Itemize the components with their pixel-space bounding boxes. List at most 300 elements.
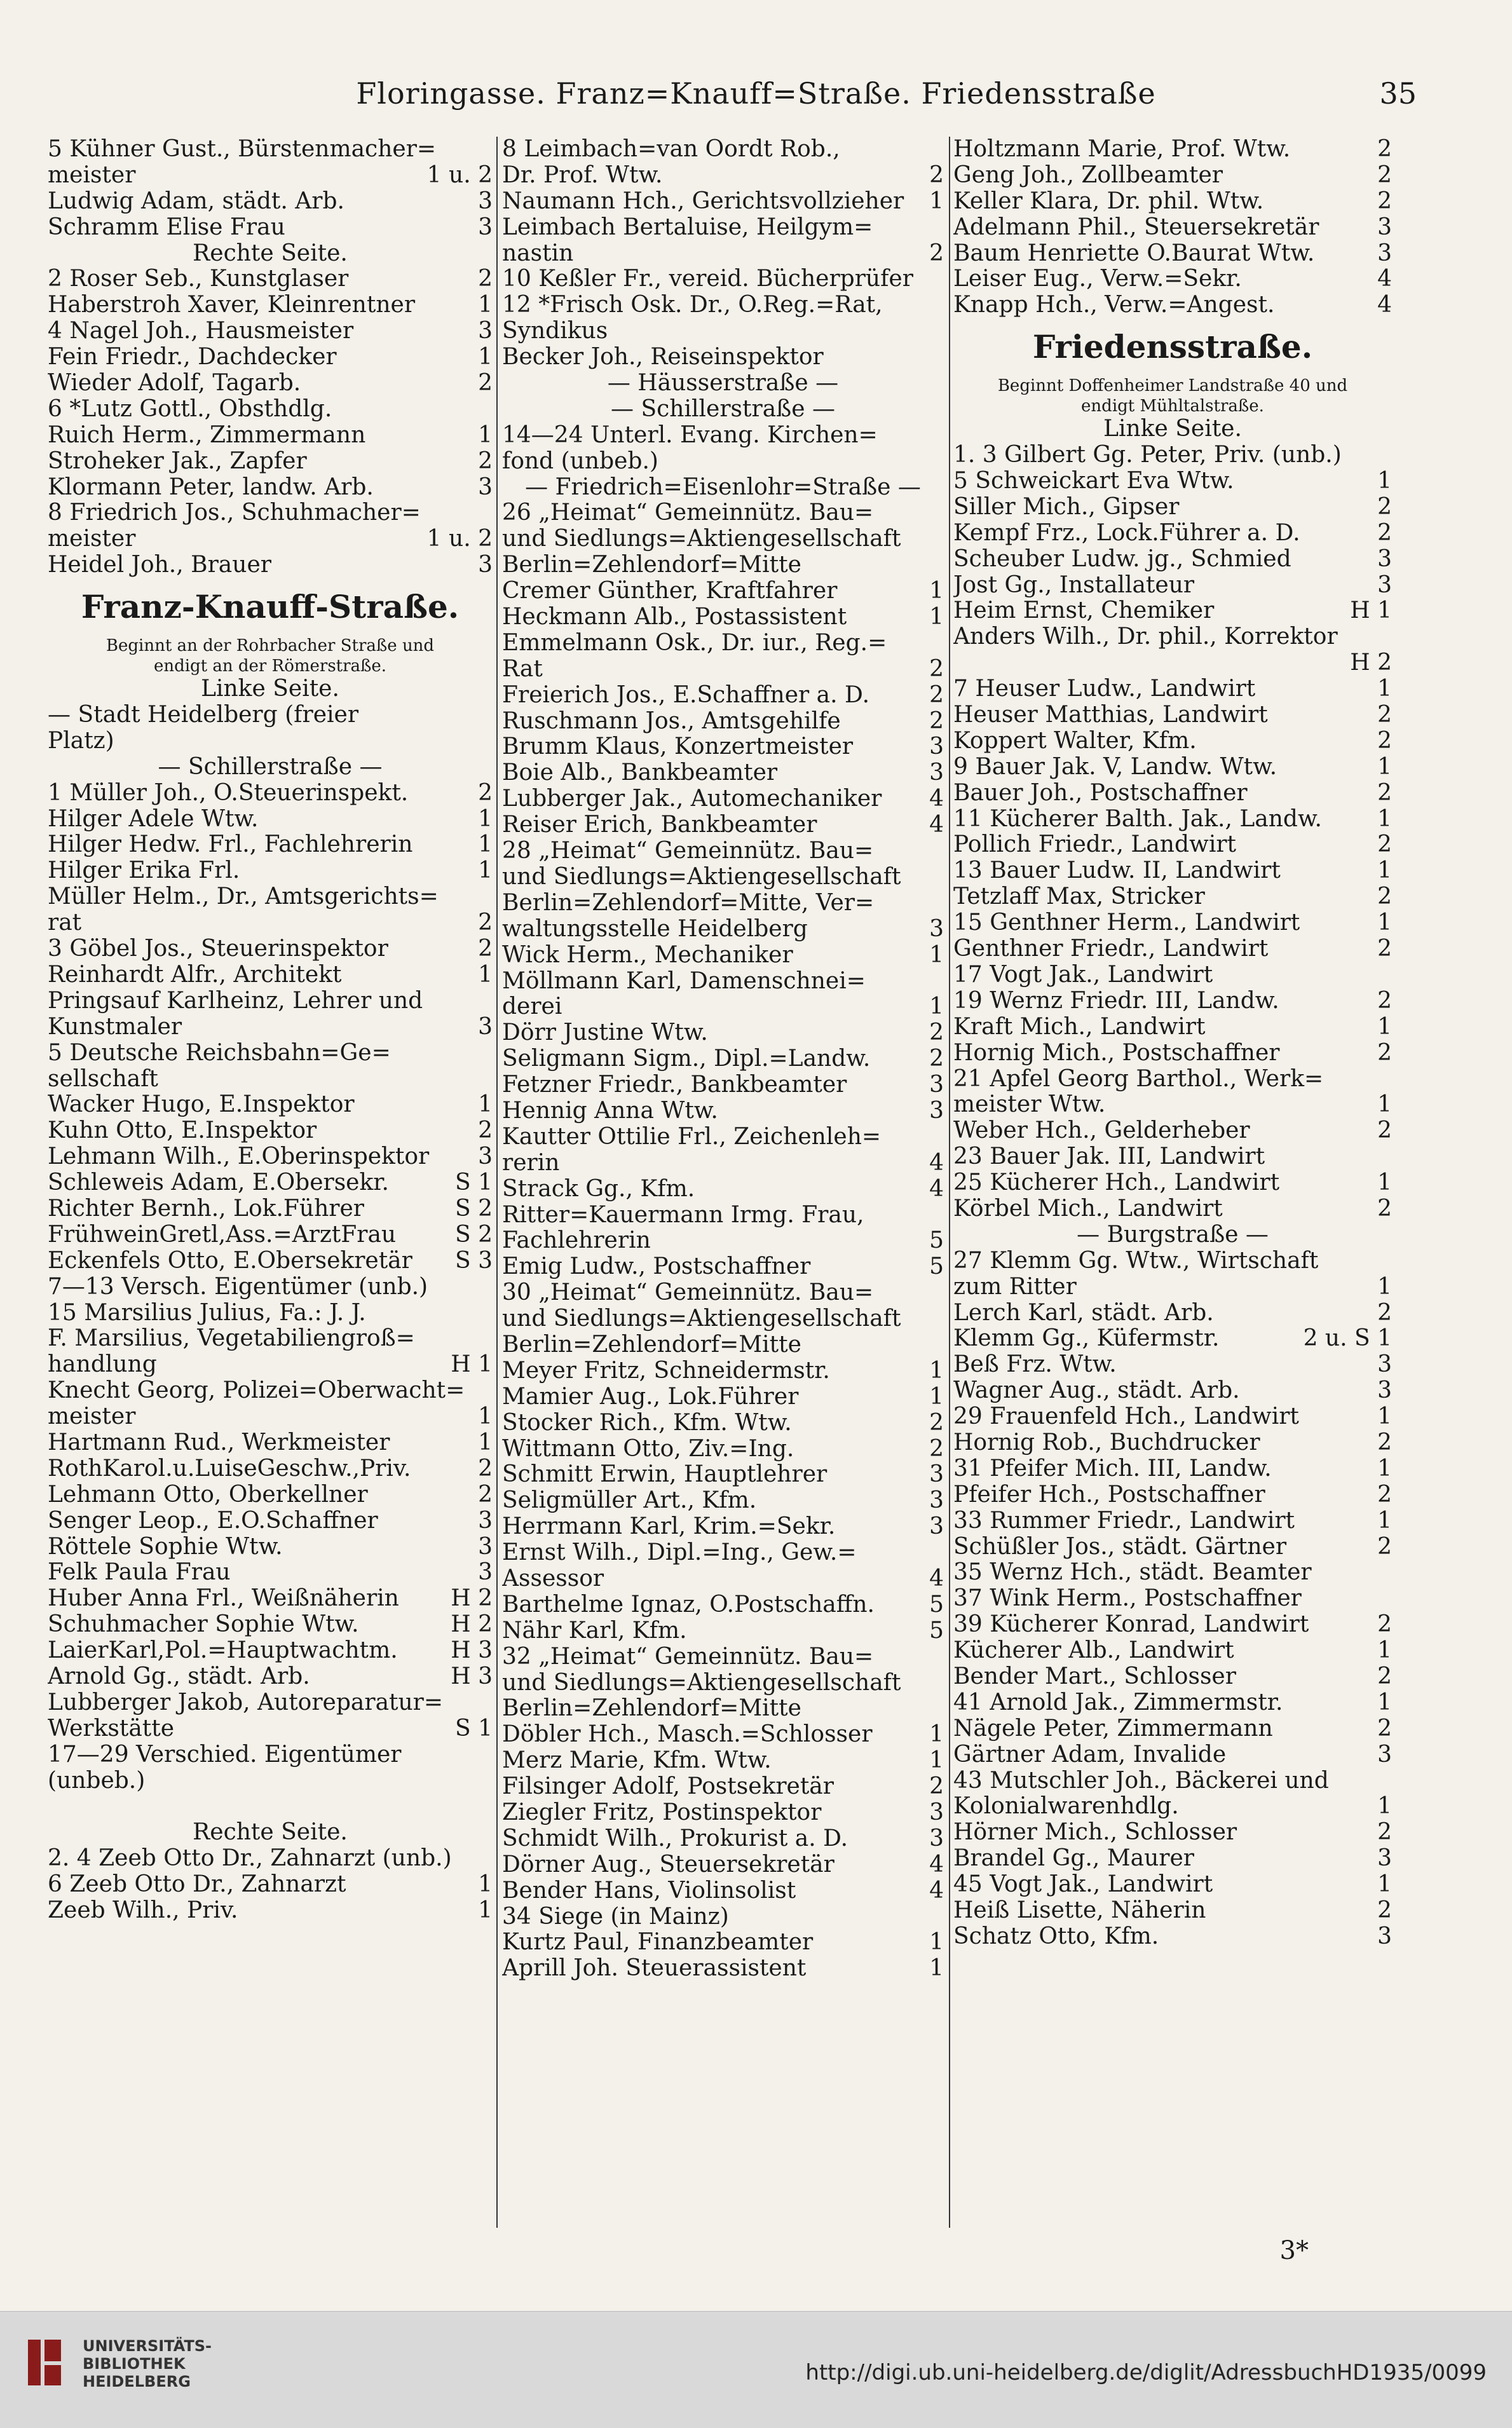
directory-entry	[953, 521, 1392, 547]
directory-entry	[953, 1378, 1392, 1404]
directory-entry	[502, 1098, 944, 1124]
entry-text: Wittmann Otto, Ziv.=Ing.	[502, 1436, 794, 1462]
directory-entry	[502, 1904, 944, 1930]
floor-number: H 2	[1350, 650, 1392, 676]
directory-entry	[502, 1956, 944, 1982]
directory-entry	[48, 1222, 493, 1248]
directory-entry	[48, 292, 493, 318]
entry-text: Boie Alb., Bankbeamter	[502, 760, 778, 786]
entry-text: Fachlehrerin	[502, 1228, 651, 1254]
floor-number	[939, 215, 944, 241]
entry-text: Beß Frz. Wtw.	[953, 1352, 1117, 1378]
floor-number: 2	[929, 1436, 944, 1462]
entry-text: sellschaft	[48, 1066, 158, 1092]
directory-entry	[502, 137, 944, 163]
entry-text: Lubberger Jak., Automechaniker	[502, 786, 882, 812]
directory-entry	[502, 1488, 944, 1514]
directory-entry	[48, 475, 493, 501]
entry-text: — Schillerstraße —	[158, 754, 383, 780]
directory-entry	[48, 1482, 493, 1508]
directory-entry	[502, 1878, 944, 1904]
directory-entry	[48, 1560, 493, 1586]
floor-number: 2	[1377, 988, 1392, 1014]
directory-entry	[953, 832, 1392, 858]
floor-number: H 2	[451, 1586, 493, 1612]
entry-text: meister	[48, 162, 136, 188]
entry-text: Rechte Seite.	[193, 240, 348, 266]
directory-entry	[48, 1612, 493, 1638]
floor-number	[1387, 1586, 1392, 1612]
directory-entry	[48, 858, 493, 884]
floor-number: 3	[929, 1514, 944, 1540]
floor-number: 2	[1377, 832, 1392, 858]
entry-text: und Siedlungs=Aktiengesellschaft	[502, 864, 901, 890]
directory-entry	[502, 1176, 944, 1203]
entry-text: Lerch Karl, städt. Arb.	[953, 1300, 1214, 1326]
entry-text: Schuhmacher Sophie Wtw.	[48, 1612, 359, 1638]
entry-text: Eckenfels Otto, E.Obersekretär	[48, 1248, 412, 1274]
entry-text: 14—24 Unterl. Evang. Kirchen=	[502, 422, 878, 448]
floor-number	[487, 1768, 493, 1794]
floor-number	[939, 864, 944, 890]
entry-text: Berlin=Zehlendorf=Mitte	[502, 1696, 801, 1722]
directory-entry	[48, 423, 493, 449]
entry-text: (unbeb.)	[48, 1768, 146, 1794]
column-middle	[502, 137, 944, 2228]
entry-text: 31 Pfeifer Mich. III, Landw.	[953, 1456, 1272, 1482]
entry-text: 21 Apfel Georg Barthol., Werk=	[953, 1066, 1324, 1092]
entry-text: 34 Siege (in Mainz)	[502, 1904, 729, 1930]
entry-text: handlung	[48, 1352, 157, 1378]
floor-number: 3	[478, 1508, 493, 1534]
floor-number: 2	[929, 1046, 944, 1072]
directory-entry	[502, 1436, 944, 1463]
floor-number: 1	[1377, 1689, 1392, 1715]
entry-text: Möllmann Karl, Damenschnei=	[502, 968, 866, 994]
directory-entry	[502, 786, 944, 812]
directory-entry	[48, 910, 493, 936]
entry-text: Schmitt Erwin, Hauptlehrer	[502, 1462, 828, 1488]
entry-text: RothKarol.u.LuiseGeschw.,Priv.	[48, 1456, 411, 1482]
directory-entry	[502, 864, 944, 890]
entry-text: Keller Klara, Dr. phil. Wtw.	[953, 188, 1264, 214]
floor-number: H 2	[451, 1612, 493, 1638]
floor-number: 1	[1377, 1274, 1392, 1300]
directory-entry	[502, 1540, 944, 1566]
entry-text: Lubberger Jakob, Autoreparatur=	[48, 1689, 444, 1715]
entry-text: Hornig Rob., Buchdrucker	[953, 1429, 1260, 1456]
floor-number: 2	[478, 448, 493, 474]
entry-text: Heiß Lisette, Näherin	[953, 1898, 1206, 1923]
directory-entry	[953, 1534, 1392, 1560]
directory-entry	[502, 1254, 944, 1280]
entry-text: 27 Klemm Gg. Wtw., Wirtschaft	[953, 1248, 1319, 1274]
directory-entry	[953, 1092, 1392, 1118]
page-header	[0, 0, 1512, 114]
entry-text: endigt Mühltalstraße.	[1081, 397, 1264, 416]
directory-entry	[953, 936, 1392, 962]
floor-number: 1	[929, 1748, 944, 1774]
floor-number: 2	[929, 240, 944, 266]
directory-entry	[953, 1638, 1392, 1664]
floor-number: 1	[478, 422, 493, 448]
floor-number: 1	[478, 1429, 493, 1456]
floor-number: 2	[478, 1456, 493, 1482]
directory-entry	[953, 1820, 1392, 1846]
entry-text: Hennig Anna Wtw.	[502, 1098, 718, 1124]
floor-number: 3	[478, 1560, 493, 1586]
floor-number: 3	[478, 474, 493, 500]
directory-entry	[48, 1326, 493, 1352]
entry-text: Aprill Joh. Steuerassistent	[502, 1956, 807, 1982]
floor-number: 1	[478, 832, 493, 858]
floor-number	[939, 631, 944, 657]
entry-text: Pfeifer Hch., Postschaffner	[953, 1482, 1265, 1508]
directory-entry	[953, 1924, 1392, 1950]
floor-number: 2	[1377, 780, 1392, 806]
floor-number: 2	[1377, 1118, 1392, 1144]
floor-number: 1	[1377, 1170, 1392, 1196]
directory-entry	[48, 1170, 493, 1196]
floor-number: S 3	[454, 1248, 493, 1274]
entry-text: — Häusserstraße —	[607, 371, 839, 397]
entry-text: Heuser Matthias, Landwirt	[953, 702, 1268, 728]
entry-text: Adelmann Phil., Steuersekretär	[953, 214, 1319, 240]
directory-entry	[48, 1872, 493, 1898]
floor-number: 1	[929, 1930, 944, 1956]
entry-text: Franz-Knauff-Straße.	[81, 588, 460, 626]
entry-text: Linke Seite.	[201, 676, 339, 702]
floor-number	[487, 1742, 493, 1768]
entry-text: Scheuber Ludw. jg., Schmied	[953, 546, 1291, 572]
directory-entry	[48, 1716, 493, 1742]
directory-entry	[502, 1722, 944, 1748]
floor-number: 2	[1377, 728, 1392, 754]
floor-number: 1	[1377, 1404, 1392, 1430]
directory-entry	[953, 1352, 1392, 1378]
entry-text: Koppert Walter, Kfm.	[953, 728, 1197, 754]
entry-text: meister	[48, 526, 136, 552]
directory-entry	[953, 1067, 1392, 1093]
entry-text: Dörner Aug., Steuersekretär	[502, 1852, 834, 1878]
directory-entry	[48, 1248, 493, 1274]
floor-number: 3	[929, 760, 944, 786]
floor-number	[939, 969, 944, 995]
floor-number: 3	[929, 1098, 944, 1124]
entry-text: Klormann Peter, landw. Arb.	[48, 474, 374, 500]
directory-entry	[953, 962, 1392, 988]
directory-entry	[48, 1768, 493, 1794]
directory-entry	[953, 468, 1392, 494]
directory-entry	[953, 858, 1392, 884]
entry-text: fond (unbeb.)	[502, 448, 658, 474]
entry-text: Hartmann Rud., Werkmeister	[48, 1429, 390, 1456]
floor-number: 2	[1377, 1715, 1392, 1742]
directory-entry	[502, 163, 944, 189]
floor-number: 2	[1377, 1663, 1392, 1689]
floor-number	[1387, 1560, 1392, 1586]
entry-text: zum Ritter	[953, 1274, 1077, 1300]
floor-number: 2	[929, 1410, 944, 1436]
entry-text: 1. 3 Gilbert Gg. Peter, Priv. (unb.)	[953, 442, 1342, 468]
entry-text: Ziegler Fritz, Postinspektor	[502, 1800, 822, 1825]
viewer-footer	[0, 2311, 1512, 2428]
directory-entry	[953, 702, 1392, 728]
entry-text: Strack Gg., Kfm.	[502, 1176, 695, 1202]
directory-entry	[48, 1456, 493, 1482]
floor-number	[487, 1040, 493, 1067]
floor-number: 1	[1377, 468, 1392, 494]
entry-text: Klemm Gg., Küfermstr.	[953, 1326, 1220, 1352]
entry-text: Wagner Aug., städt. Arb.	[953, 1378, 1240, 1404]
entry-text: Ernst Wilh., Dipl.=Ing., Gew.=	[502, 1540, 857, 1566]
entry-text: Fein Friedr., Dachdecker	[48, 344, 337, 371]
floor-number: 3	[1377, 240, 1392, 266]
floor-number	[1387, 624, 1392, 650]
floor-number	[939, 1540, 944, 1566]
directory-entry	[953, 1274, 1392, 1300]
entry-text: 43 Mutschler Joh., Bäckerei und	[953, 1768, 1329, 1794]
floor-number	[939, 423, 944, 449]
entry-text: Bauer Joh., Postschaffner	[953, 780, 1248, 806]
floor-number: 1	[1377, 858, 1392, 884]
floor-number	[939, 526, 944, 552]
floor-number: 1	[478, 962, 493, 988]
directory-entry	[953, 676, 1392, 702]
directory-entry	[953, 547, 1392, 573]
floor-number: 4	[929, 1565, 944, 1592]
directory-entry	[48, 1014, 493, 1040]
directory-entry	[502, 1618, 944, 1644]
floor-number: 1	[1377, 806, 1392, 832]
entry-text: Beginnt Doffenheimer Landstraße 40 und	[997, 376, 1348, 396]
source-url-link[interactable]: http://digi.ub.uni-heidelberg.de/diglit/AdressbuchHD1935/0099	[805, 2360, 1487, 2385]
floor-number: 2	[929, 656, 944, 682]
column-divider	[496, 137, 498, 2228]
floor-number: 3	[478, 214, 493, 240]
entry-text: — Schillerstraße —	[611, 396, 835, 422]
directory-entry	[953, 1586, 1392, 1612]
entry-text: Reinhardt Alfr., Architekt	[48, 962, 342, 988]
entry-text: Seligmüller Art., Kfm.	[502, 1488, 757, 1514]
floor-number: 2	[929, 682, 944, 708]
floor-number	[939, 1696, 944, 1722]
street-description	[48, 656, 493, 676]
floor-number: 5	[929, 1254, 944, 1280]
entry-text: F. Marsilius, Vegetabiliengroß=	[48, 1326, 415, 1352]
entry-text: Ruschmann Jos., Amtsgehilfe	[502, 708, 841, 734]
entry-text: Werkstätte	[48, 1715, 175, 1742]
floor-number	[939, 344, 944, 371]
directory-entry	[502, 1592, 944, 1618]
floor-number: S 2	[454, 1196, 493, 1222]
floor-number: 1	[929, 1358, 944, 1384]
directory-entry	[953, 728, 1392, 754]
directory-entry	[48, 526, 493, 552]
entry-text: nastin	[502, 240, 574, 266]
directory-entry	[502, 292, 944, 318]
street-heading	[953, 318, 1392, 376]
directory-entry	[48, 1794, 493, 1820]
floor-number: 2	[929, 162, 944, 188]
floor-number: 1	[1377, 1456, 1392, 1482]
directory-entry	[502, 1280, 944, 1306]
floor-number: 4	[929, 786, 944, 812]
entry-text: und Siedlungs=Aktiengesellschaft	[502, 1670, 901, 1696]
entry-text: Knapp Hch., Verw.=Angest.	[953, 292, 1275, 318]
floor-number: H 3	[451, 1663, 493, 1689]
floor-number: 3	[478, 1014, 493, 1040]
floor-number: 1	[929, 942, 944, 968]
floor-number: 4	[1377, 266, 1392, 292]
floor-number: 5	[929, 1618, 944, 1644]
directory-entry	[953, 1170, 1392, 1196]
directory-entry	[48, 1352, 493, 1378]
directory-entry	[953, 1612, 1392, 1638]
column-right	[953, 137, 1392, 2228]
street-heading	[48, 578, 493, 636]
floor-number	[487, 137, 493, 163]
entry-text: 6 *Lutz Gottl., Obsthdlg.	[48, 396, 332, 422]
floor-number	[487, 1067, 493, 1093]
directory-entry	[953, 1300, 1392, 1327]
directory-entry	[502, 526, 944, 552]
directory-entry	[48, 215, 493, 241]
directory-entry	[502, 1852, 944, 1878]
entry-text: Lehmann Otto, Oberkellner	[48, 1482, 368, 1508]
floor-number: 2	[1377, 1898, 1392, 1923]
directory-entry	[502, 1384, 944, 1410]
floor-number: H 1	[451, 1352, 493, 1378]
library-name-line: UNIVERSITÄTS-	[83, 2337, 212, 2355]
entry-text: meister	[48, 1404, 136, 1430]
entry-text: Lehmann Wilh., E.Oberinspektor	[48, 1144, 430, 1170]
entry-text: 5 Schweickart Eva Wtw.	[953, 468, 1234, 494]
entry-text: 17 Vogt Jak., Landwirt	[953, 962, 1213, 988]
directory-entry	[48, 1300, 493, 1327]
directory-entry	[502, 1332, 944, 1358]
library-name-line: HEIDELBERG	[83, 2373, 191, 2390]
street-description	[953, 376, 1392, 396]
directory-entry	[48, 189, 493, 215]
directory-entry	[502, 917, 944, 943]
entry-text: Linke Seite.	[1103, 416, 1242, 442]
directory-entry	[502, 604, 944, 631]
floor-number: 2	[929, 1020, 944, 1046]
entry-text: Röttele Sophie Wtw.	[48, 1534, 283, 1560]
entry-text: Emig Ludw., Postschaffner	[502, 1254, 811, 1280]
entry-text: 41 Arnold Jak., Zimmermstr.	[953, 1689, 1283, 1715]
floor-number: 3	[478, 552, 493, 578]
directory-entry	[48, 137, 493, 163]
floor-number: 1	[478, 1898, 493, 1923]
floor-number: 2	[1377, 1534, 1392, 1560]
floor-number: 1	[1377, 754, 1392, 780]
entry-text: Heckmann Alb., Postassistent	[502, 604, 847, 631]
entry-text: 13 Bauer Ludw. II, Landwirt	[953, 858, 1281, 884]
floor-number: 2	[478, 1482, 493, 1508]
directory-entry	[953, 1872, 1392, 1898]
entry-text: Naumann Hch., Gerichtsvollzieher	[502, 188, 904, 214]
entry-text: Kuhn Otto, E.Inspektor	[48, 1118, 317, 1144]
entry-text: LaierKarl,Pol.=Hauptwachtm.	[48, 1638, 398, 1664]
directory-entry	[48, 1404, 493, 1430]
floor-number	[939, 500, 944, 526]
entry-text: Döbler Hch., Masch.=Schlosser	[502, 1722, 873, 1748]
floor-number: 4	[929, 1852, 944, 1878]
floor-number: 2	[1377, 1612, 1392, 1638]
directory-entry	[953, 1742, 1392, 1768]
floor-number: 3	[1377, 1923, 1392, 1949]
floor-number	[939, 1670, 944, 1696]
floor-number	[1387, 1248, 1392, 1274]
entry-text: Hörner Mich., Schlosser	[953, 1820, 1237, 1846]
floor-number: 5	[929, 1592, 944, 1618]
directory-entry	[502, 838, 944, 864]
floor-number: 1 u. 2	[426, 162, 493, 188]
entry-text: Schatz Otto, Kfm.	[953, 1923, 1159, 1949]
entry-text: meister Wtw.	[953, 1092, 1106, 1118]
entry-text: Hilger Hedw. Frl., Fachlehrerin	[48, 832, 413, 858]
floor-number: 1	[929, 1722, 944, 1748]
entry-text: Hilger Adele Wtw.	[48, 806, 259, 832]
directory-entry	[953, 910, 1392, 936]
floor-number: 4	[1377, 292, 1392, 318]
entry-text: Merz Marie, Kfm. Wtw.	[502, 1748, 772, 1774]
entry-text: 4 Nagel Joh., Hausmeister	[48, 318, 354, 344]
floor-number	[487, 1378, 493, 1404]
entry-text: 23 Bauer Jak. III, Landwirt	[953, 1144, 1265, 1170]
directory-entry	[953, 1430, 1392, 1456]
floor-number: 2 u. S 1	[1303, 1326, 1392, 1352]
floor-number: 2	[1377, 494, 1392, 520]
entry-text: — Friedrich=Eisenlohr=Straße —	[525, 474, 921, 500]
floor-number: 1	[929, 994, 944, 1020]
floor-number: 2	[929, 1774, 944, 1800]
entry-text: Richter Bernh., Lok.Führer	[48, 1196, 364, 1222]
directory-entry	[502, 994, 944, 1020]
entry-text: Mamier Aug., Lok.Führer	[502, 1384, 799, 1410]
directory-entry	[48, 1690, 493, 1716]
floor-number: 4	[929, 812, 944, 838]
entry-text: Kunstmaler	[48, 1014, 182, 1040]
directory-entry	[502, 657, 944, 683]
floor-number: 2	[1377, 137, 1392, 162]
entry-text: 8 Friedrich Jos., Schuhmacher=	[48, 500, 421, 526]
entry-text: 33 Rummer Friedr., Landwirt	[953, 1508, 1295, 1534]
directory-entry	[502, 344, 944, 371]
entry-text: Friedensstraße.	[1032, 328, 1313, 366]
entry-text: 1 Müller Joh., O.Steuerinspekt.	[48, 780, 409, 806]
entry-text: Emmelmann Osk., Dr. iur., Reg.=	[502, 630, 887, 656]
floor-number: 1	[1377, 1092, 1392, 1118]
entry-text: endigt an der Römerstraße.	[153, 657, 387, 676]
floor-number	[1387, 1144, 1392, 1170]
floor-number	[487, 1326, 493, 1352]
directory-entry	[48, 884, 493, 910]
directory-entry	[48, 449, 493, 475]
directory-entry	[502, 1514, 944, 1540]
directory-entry	[953, 1404, 1392, 1430]
floor-number: 3	[478, 188, 493, 214]
entry-text: Holtzmann Marie, Prof. Wtw.	[953, 137, 1291, 162]
directory-entry	[953, 573, 1392, 599]
entry-text: Wacker Hugo, E.Inspektor	[48, 1092, 355, 1118]
floor-number: 1	[478, 1092, 493, 1118]
floor-number: 2	[1377, 520, 1392, 546]
directory-entry	[502, 709, 944, 735]
directory-entry	[502, 1670, 944, 1696]
